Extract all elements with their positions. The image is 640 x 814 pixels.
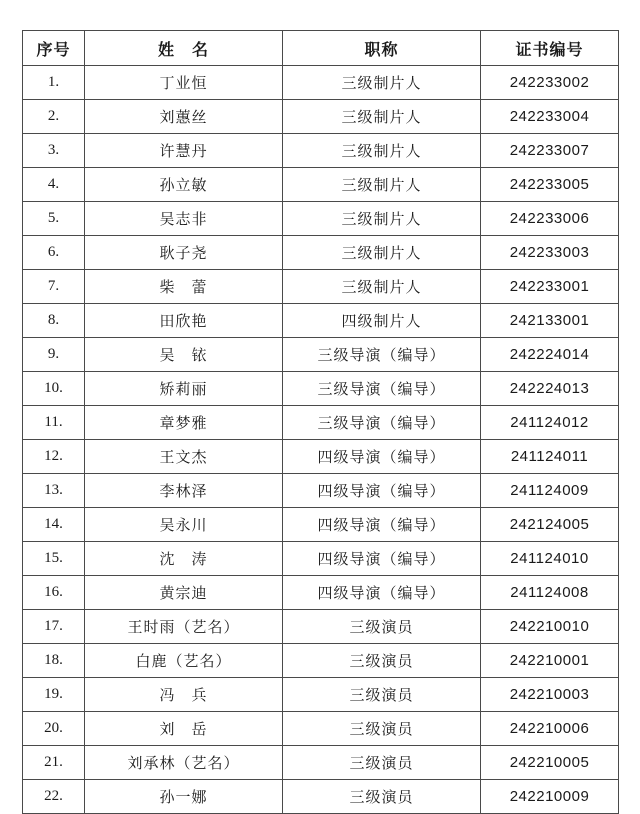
- title-cell: 三级演员: [283, 678, 481, 712]
- certificate-number-cell: 242210005: [481, 746, 619, 780]
- table-row: [23, 202, 619, 236]
- serial-cell: 9.: [23, 338, 85, 372]
- name-cell: 刘 岳: [85, 712, 283, 746]
- serial-cell: 17.: [23, 610, 85, 644]
- name-cell: 吴 铱: [85, 338, 283, 372]
- table-row: [23, 508, 619, 542]
- title-cell: 三级制片人: [283, 270, 481, 304]
- certificate-number-cell: 242233003: [481, 236, 619, 270]
- certificate-table: [22, 30, 619, 814]
- certificate-number-cell: 242233004: [481, 100, 619, 134]
- certificate-number-cell: 241124011: [481, 440, 619, 474]
- table-row: [23, 372, 619, 406]
- table-row: [23, 780, 619, 814]
- certificate-number-cell: 242224014: [481, 338, 619, 372]
- serial-cell: 18.: [23, 644, 85, 678]
- certificate-number-cell: 242133001: [481, 304, 619, 338]
- table-row: [23, 678, 619, 712]
- name-cell: 冯 兵: [85, 678, 283, 712]
- title-cell: 四级导演（编导）: [283, 576, 481, 610]
- certificate-number-cell: 241124008: [481, 576, 619, 610]
- serial-cell: 3.: [23, 134, 85, 168]
- certificate-number-cell: 242210009: [481, 780, 619, 814]
- certificate-number-cell: 241124010: [481, 542, 619, 576]
- certificate-number-cell: 241124009: [481, 474, 619, 508]
- title-cell: 四级导演（编导）: [283, 474, 481, 508]
- table-row: [23, 474, 619, 508]
- title-cell: 三级演员: [283, 644, 481, 678]
- certificate-number-cell: 241124012: [481, 406, 619, 440]
- serial-cell: 8.: [23, 304, 85, 338]
- name-cell: 刘蕙丝: [85, 100, 283, 134]
- certificate-number-cell: 242233002: [481, 66, 619, 100]
- title-cell: 三级演员: [283, 746, 481, 780]
- serial-cell: 10.: [23, 372, 85, 406]
- name-cell: 柴 蕾: [85, 270, 283, 304]
- name-cell: 白鹿（艺名）: [85, 644, 283, 678]
- table-row: [23, 168, 619, 202]
- title-cell: 三级制片人: [283, 134, 481, 168]
- serial-cell: 1.: [23, 66, 85, 100]
- title-cell: 三级制片人: [283, 236, 481, 270]
- certificate-number-cell: 242233006: [481, 202, 619, 236]
- title-cell: 三级制片人: [283, 100, 481, 134]
- table-header-row: [23, 31, 619, 66]
- serial-cell: 5.: [23, 202, 85, 236]
- title-cell: 三级演员: [283, 780, 481, 814]
- certificate-number-cell: 242210006: [481, 712, 619, 746]
- serial-cell: 21.: [23, 746, 85, 780]
- title-cell: 四级导演（编导）: [283, 508, 481, 542]
- name-cell: 章梦雅: [85, 406, 283, 440]
- serial-cell: 2.: [23, 100, 85, 134]
- table-body: [23, 66, 619, 814]
- serial-cell: 15.: [23, 542, 85, 576]
- name-cell: 王时雨（艺名）: [85, 610, 283, 644]
- name-cell: 刘承林（艺名）: [85, 746, 283, 780]
- certificate-number-cell: 242210001: [481, 644, 619, 678]
- certificate-number-cell: 242233007: [481, 134, 619, 168]
- certificate-number-cell: 242210010: [481, 610, 619, 644]
- serial-cell: 19.: [23, 678, 85, 712]
- name-cell: 李林泽: [85, 474, 283, 508]
- serial-cell: 20.: [23, 712, 85, 746]
- certificate-number-cell: 242124005: [481, 508, 619, 542]
- name-cell: 王文杰: [85, 440, 283, 474]
- title-cell: 三级演员: [283, 610, 481, 644]
- serial-cell: 11.: [23, 406, 85, 440]
- title-cell: 三级导演（编导）: [283, 372, 481, 406]
- name-cell: 许慧丹: [85, 134, 283, 168]
- certificate-number-cell: 242224013: [481, 372, 619, 406]
- name-cell: 耿子尧: [85, 236, 283, 270]
- title-cell: 三级演员: [283, 712, 481, 746]
- serial-cell: 14.: [23, 508, 85, 542]
- header-serial: 序号: [23, 31, 85, 66]
- table-row: [23, 542, 619, 576]
- certificate-number-cell: 242233005: [481, 168, 619, 202]
- table-row: [23, 644, 619, 678]
- table-row: [23, 440, 619, 474]
- serial-cell: 4.: [23, 168, 85, 202]
- table-row: [23, 100, 619, 134]
- table-row: [23, 610, 619, 644]
- table-row: [23, 134, 619, 168]
- name-cell: 沈 涛: [85, 542, 283, 576]
- serial-cell: 16.: [23, 576, 85, 610]
- name-cell: 孙一娜: [85, 780, 283, 814]
- title-cell: 四级导演（编导）: [283, 440, 481, 474]
- certificate-number-cell: 242233001: [481, 270, 619, 304]
- table-row: [23, 406, 619, 440]
- table-row: [23, 304, 619, 338]
- table-row: [23, 66, 619, 100]
- name-cell: 丁业恒: [85, 66, 283, 100]
- table-row: [23, 338, 619, 372]
- title-cell: 三级导演（编导）: [283, 406, 481, 440]
- title-cell: 四级制片人: [283, 304, 481, 338]
- serial-cell: 6.: [23, 236, 85, 270]
- table-row: [23, 746, 619, 780]
- serial-cell: 22.: [23, 780, 85, 814]
- serial-cell: 13.: [23, 474, 85, 508]
- name-cell: 田欣艳: [85, 304, 283, 338]
- name-cell: 吴永川: [85, 508, 283, 542]
- header-certificate-number: 证书编号: [481, 31, 619, 66]
- serial-cell: 12.: [23, 440, 85, 474]
- table-row: [23, 712, 619, 746]
- name-cell: 矫莉丽: [85, 372, 283, 406]
- table-row: [23, 236, 619, 270]
- name-cell: 孙立敏: [85, 168, 283, 202]
- header-name: 姓 名: [85, 31, 283, 66]
- certificate-number-cell: 242210003: [481, 678, 619, 712]
- header-title: 职称: [283, 31, 481, 66]
- name-cell: 黄宗迪: [85, 576, 283, 610]
- name-cell: 吴志非: [85, 202, 283, 236]
- serial-cell: 7.: [23, 270, 85, 304]
- title-cell: 三级导演（编导）: [283, 338, 481, 372]
- title-cell: 三级制片人: [283, 168, 481, 202]
- title-cell: 四级导演（编导）: [283, 542, 481, 576]
- table-row: [23, 270, 619, 304]
- title-cell: 三级制片人: [283, 202, 481, 236]
- table-row: [23, 576, 619, 610]
- title-cell: 三级制片人: [283, 66, 481, 100]
